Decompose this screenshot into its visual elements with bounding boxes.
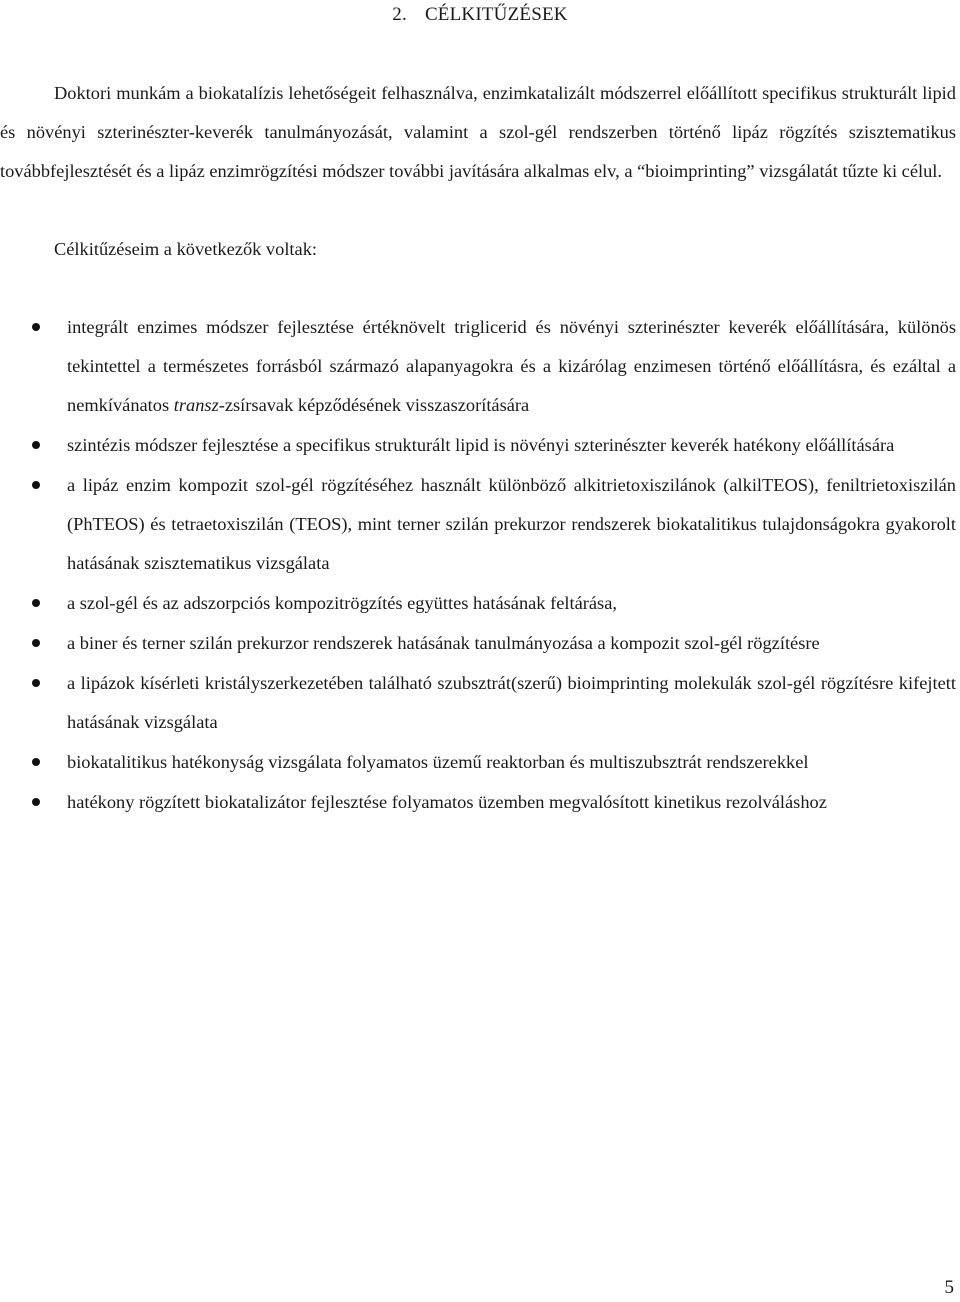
bullet-icon xyxy=(32,599,40,607)
goals-list xyxy=(0,308,956,823)
goal-item xyxy=(0,426,956,465)
goal-text: szintézis módszer fejlesztése a specifikus strukturált lipid is növényi szterinészter keverék hatékony előállítására xyxy=(67,435,895,455)
goals-intro-label: Célkitűzéseim a következők voltak: xyxy=(54,239,318,259)
bullet-icon xyxy=(32,639,40,647)
goal-text: hatékony rögzített biokatalizátor fejlesztése folyamatos üzemben megvalósított kinetikus rezolváláshoz xyxy=(67,792,827,812)
goal-item xyxy=(0,783,956,822)
section-title: CÉLKITŰZÉSEK xyxy=(424,4,568,25)
section-number: 2. xyxy=(392,4,407,25)
goal-item xyxy=(0,624,956,663)
goal-text: biokatalitikus hatékonyság vizsgálata folyamatos üzemű reaktorban és multiszubsztrát rendszerekkel xyxy=(67,752,809,772)
goal-text: a szol-gél és az adszorpciós kompozitrögzítés együttes hatásának feltárása, xyxy=(67,593,617,613)
bullet-icon xyxy=(32,679,40,687)
bullet-icon xyxy=(32,323,40,331)
bullet-icon xyxy=(32,441,40,449)
bullet-icon xyxy=(32,798,40,806)
page-number: 5 xyxy=(944,1277,954,1298)
section-heading xyxy=(0,0,960,30)
bullet-icon xyxy=(32,758,40,766)
goal-text: a biner és terner szilán prekurzor rendszerek hatásának tanulmányozása a kompozit szol-gél rögzítésre xyxy=(67,633,820,653)
bullet-icon xyxy=(32,481,40,489)
goal-item xyxy=(0,308,956,425)
goal-text-tail: -zsírsavak képződésének visszaszorítására xyxy=(218,395,530,415)
intro-paragraph: Doktori munkám a biokatalízis lehetőségeit felhasználva, enzimkatalizált módszerrel előállított specifikus strukturált lipid és növényi szterinészter-keverék tanulmányozását, valamint a szol-gél rendszerben történő lipáz rögzítés szisztematikus továbbfejlesztését és a lipáz enzimrögzítési módszer további javítására alkalmas elv, a “bioimprinting” vizsgálatát tűzte ki célul. xyxy=(0,83,956,181)
goal-text: a lipázok kísérleti kristályszerkezetében található szubsztrát(szerű) bioimprinting molekulák szol-gél rögzítésre kifejtett hatásának vizsgálata xyxy=(67,673,956,732)
goal-item xyxy=(0,584,956,623)
goal-emphasis: transz xyxy=(173,395,219,415)
goal-item xyxy=(0,743,956,782)
goal-text: a lipáz enzim kompozit szol-gél rögzítéséhez használt különböző alkitrietoxiszilánok (alkilTEOS), feniltrietoxiszilán (PhTEOS) és tetraetoxiszilán (TEOS), mint terner szilán prekurzor rendszerek biokatalitikus tulajdonságokra gyakorolt hatásának szisztematikus vizsgálata xyxy=(67,475,956,573)
goal-item xyxy=(0,466,956,583)
goal-text: integrált enzimes módszer fejlesztése értéknövelt triglicerid és növényi szterinészter keverék előállítására, különös tekintettel a természetes forrásból származó alapanyagokra és a kizárólag enzimesen történő előállításra, és ezáltal a nemkívánatos xyxy=(67,317,956,415)
goal-item xyxy=(0,664,956,742)
